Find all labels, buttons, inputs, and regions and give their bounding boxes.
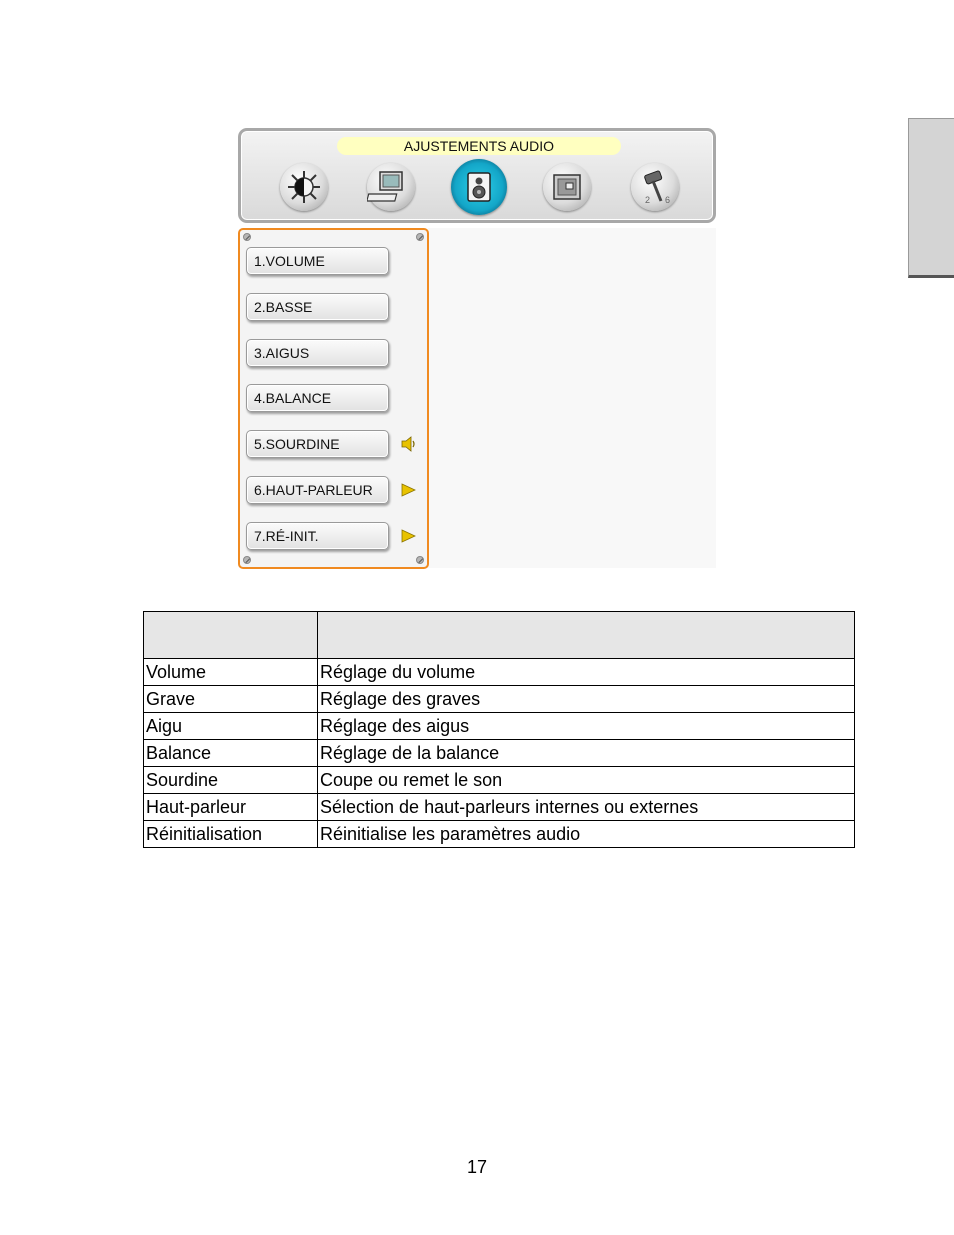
table-cell-setting: Grave (144, 686, 318, 713)
screw-icon (416, 556, 424, 564)
menu-item-sourdine[interactable]: 5.SOURDINE (246, 430, 389, 458)
menu-item-aigus[interactable]: 3.AIGUS (246, 339, 389, 367)
table-header-cell (318, 612, 855, 659)
table-cell-setting: Balance (144, 740, 318, 767)
speaker-icon (400, 436, 418, 452)
table-row (144, 740, 855, 767)
table-row (144, 821, 855, 848)
table-cell-setting: Réinitialisation (144, 821, 318, 848)
tools-icon[interactable] (631, 163, 679, 211)
table-cell-setting: Volume (144, 659, 318, 686)
table-header-cell (144, 612, 318, 659)
arrow-right-icon (400, 528, 418, 544)
menu-item-basse[interactable]: 2.BASSE (246, 293, 389, 321)
osd-title: AJUSTEMENTS AUDIO (337, 137, 621, 155)
table-cell-description: Réinitialise les paramètres audio (318, 821, 855, 848)
table-cell-setting: Aigu (144, 713, 318, 740)
table-row (144, 767, 855, 794)
table-cell-description: Coupe ou remet le son (318, 767, 855, 794)
osd-menu-panel (238, 228, 429, 569)
table-cell-setting: Haut-parleur (144, 794, 318, 821)
table-row (144, 713, 855, 740)
screw-icon (416, 233, 424, 241)
menu-item-reinit[interactable]: 7.RÉ-INIT. (246, 522, 389, 550)
svg-text:2: 2 (645, 195, 651, 205)
picture-frame-icon[interactable] (543, 163, 591, 211)
svg-text:6: 6 (665, 195, 671, 205)
table-cell-setting: Sourdine (144, 767, 318, 794)
table-row (144, 659, 855, 686)
osd-header-panel (238, 128, 716, 223)
screw-icon (243, 556, 251, 564)
table-cell-description: Réglage de la balance (318, 740, 855, 767)
page-number: 17 (466, 1157, 488, 1177)
table-header-row (144, 612, 855, 659)
table-cell-description: Réglage des aigus (318, 713, 855, 740)
table-cell-description: Réglage du volume (318, 659, 855, 686)
screw-icon (243, 233, 251, 241)
audio-speaker-icon[interactable] (451, 159, 507, 215)
menu-item-volume[interactable]: 1.VOLUME (246, 247, 389, 275)
computer-icon[interactable] (367, 163, 415, 211)
brightness-icon[interactable] (280, 163, 328, 211)
table-cell-description: Réglage des graves (318, 686, 855, 713)
arrow-right-icon (400, 482, 418, 498)
osd-submenu-area (428, 228, 716, 568)
table-row (144, 686, 855, 713)
language-side-tab (908, 118, 954, 278)
menu-item-haut-parleur[interactable]: 6.HAUT-PARLEUR (246, 476, 389, 504)
table-cell-description: Sélection de haut-parleurs internes ou externes (318, 794, 855, 821)
menu-item-balance[interactable]: 4.BALANCE (246, 384, 389, 412)
table-row (144, 794, 855, 821)
audio-settings-table (143, 611, 855, 848)
